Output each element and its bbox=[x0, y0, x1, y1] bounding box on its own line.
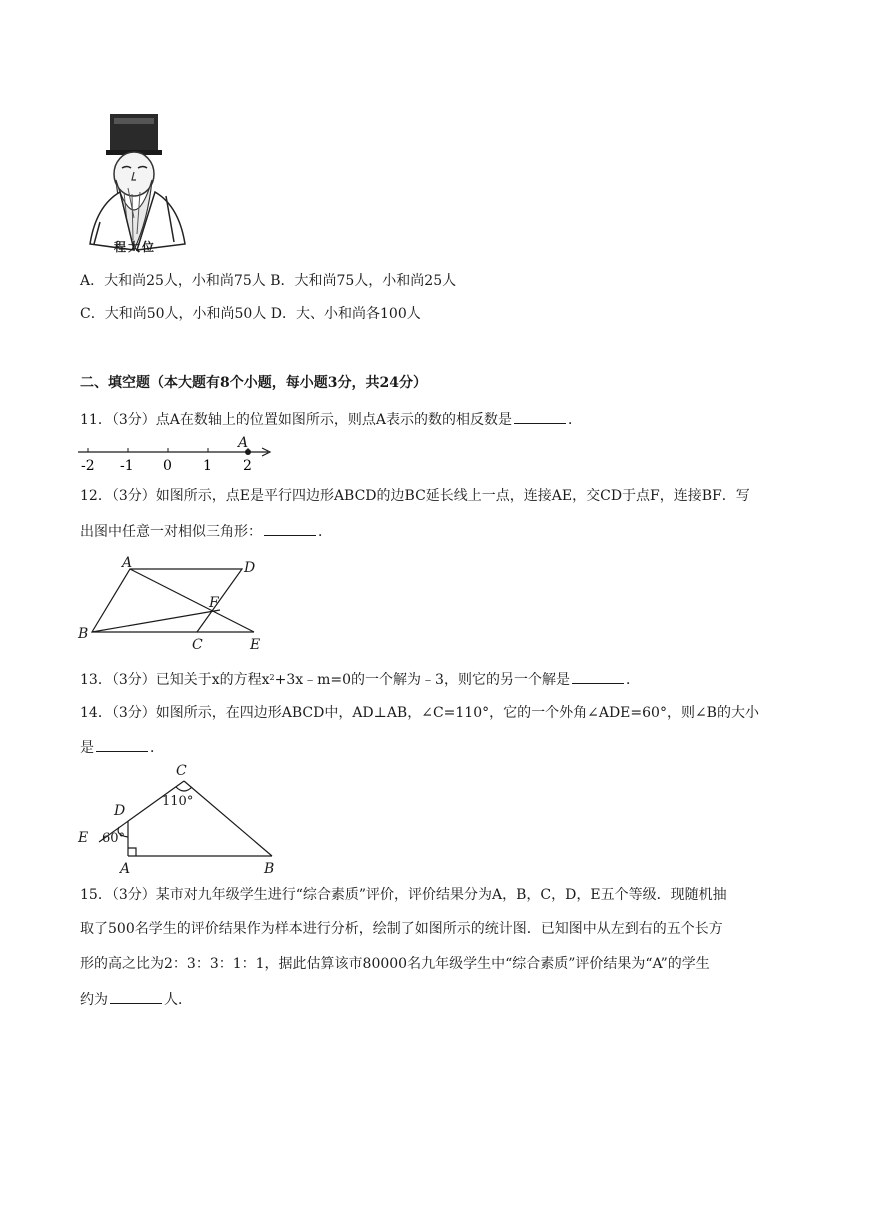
portrait-image bbox=[80, 112, 195, 257]
tick-label: 1 bbox=[203, 458, 212, 474]
label-d: D bbox=[244, 560, 256, 576]
q15-line1: 15．（3分）某市对九年级学生进行“综合素质”评价，评价结果分为A，B，C，D，E五个等级．现随机抽 bbox=[80, 887, 727, 903]
q15-line4 bbox=[80, 989, 192, 1010]
segment-cb bbox=[184, 781, 272, 856]
right-angle-mark bbox=[128, 848, 136, 856]
parallelogram-abcd bbox=[92, 569, 242, 632]
answer-blank bbox=[264, 521, 316, 536]
label-f: F bbox=[209, 595, 219, 611]
q15-line4-after: 人． bbox=[164, 992, 192, 1008]
label-a: A bbox=[120, 861, 131, 875]
label-d: D bbox=[114, 803, 126, 819]
q10-options-row1: A．大和尚25人，小和尚75人 B．大和尚75人，小和尚25人 bbox=[80, 273, 457, 289]
angle-arc-c bbox=[176, 787, 192, 791]
portrait bbox=[80, 112, 195, 257]
q10-options-row2: C．大和尚50人，小和尚50人 D．大、小和尚各100人 bbox=[80, 306, 421, 322]
q13-text-after: ． bbox=[625, 672, 640, 688]
q11-text-before: 11．（3分）点A在数轴上的位置如图所示，则点A表示的数的相反数是 bbox=[80, 412, 512, 428]
q11-text bbox=[80, 409, 582, 430]
answer-blank bbox=[572, 669, 624, 684]
q11-numberline bbox=[76, 436, 276, 478]
q12-line2 bbox=[80, 521, 332, 542]
label-a: A bbox=[122, 555, 133, 571]
q14-line2 bbox=[80, 737, 164, 758]
q13-text bbox=[80, 669, 640, 690]
angle-label-c: 110° bbox=[162, 794, 194, 809]
q11-text-after: ． bbox=[567, 412, 582, 428]
label-c: C bbox=[192, 637, 203, 653]
segment-bf bbox=[92, 610, 220, 632]
answer-blank bbox=[514, 409, 566, 424]
q14-line2-after: ． bbox=[150, 740, 164, 756]
point-label-a: A bbox=[238, 436, 249, 451]
label-b: B bbox=[264, 861, 275, 875]
answer-blank bbox=[110, 989, 162, 1004]
q15-line4-before: 约为 bbox=[80, 992, 108, 1008]
tick-label: 0 bbox=[163, 458, 172, 474]
q14-figure bbox=[74, 760, 284, 875]
answer-blank bbox=[96, 737, 148, 752]
label-c: C bbox=[176, 763, 187, 779]
q15-line3: 形的高之比为2：3：3：1：1，据此估算该市80000名九年级学生中“综合素质”评价结果为“A”的学生 bbox=[80, 956, 710, 972]
q12-line2-before: 出图中任意一对相似三角形： bbox=[80, 524, 262, 540]
tick-label: 2 bbox=[243, 458, 252, 474]
q14-line2-before: 是 bbox=[80, 740, 94, 756]
q13-exponent: 2 bbox=[269, 673, 275, 682]
label-b: B bbox=[78, 626, 89, 642]
q12-line1: 12．（3分）如图所示，点E是平行四边形ABCD的边BC延长线上一点，连接AE，交CD于点F，连接BF．写 bbox=[80, 488, 750, 504]
q13-text-before: 13．（3分）已知关于x的方程x bbox=[80, 672, 270, 688]
tick-label: -1 bbox=[120, 458, 134, 474]
angle-label-d: 60° bbox=[102, 831, 126, 846]
label-e: E bbox=[250, 637, 261, 653]
section-heading: 二、填空题（本大题有8个小题，每小题3分，共24分） bbox=[80, 375, 427, 391]
label-e: E bbox=[78, 830, 89, 846]
q13-text-mid: +3x﹣m=0的一个解为﹣3，则它的另一个解是 bbox=[274, 672, 570, 688]
q12-figure bbox=[72, 552, 272, 657]
portrait-caption: 程大位 bbox=[114, 240, 157, 254]
q15-line2: 取了500名学生的评价结果作为样本进行分析，绘制了如图所示的统计图．已知图中从左到右的五个长方 bbox=[80, 921, 723, 937]
tick-label: -2 bbox=[81, 458, 95, 474]
q12-line2-after: ． bbox=[318, 524, 332, 540]
q14-line1: 14．（3分）如图所示，在四边形ABCD中，AD⊥AB，∠C=110°，它的一个外角∠ADE=60°，则∠B的大小 bbox=[80, 705, 759, 721]
